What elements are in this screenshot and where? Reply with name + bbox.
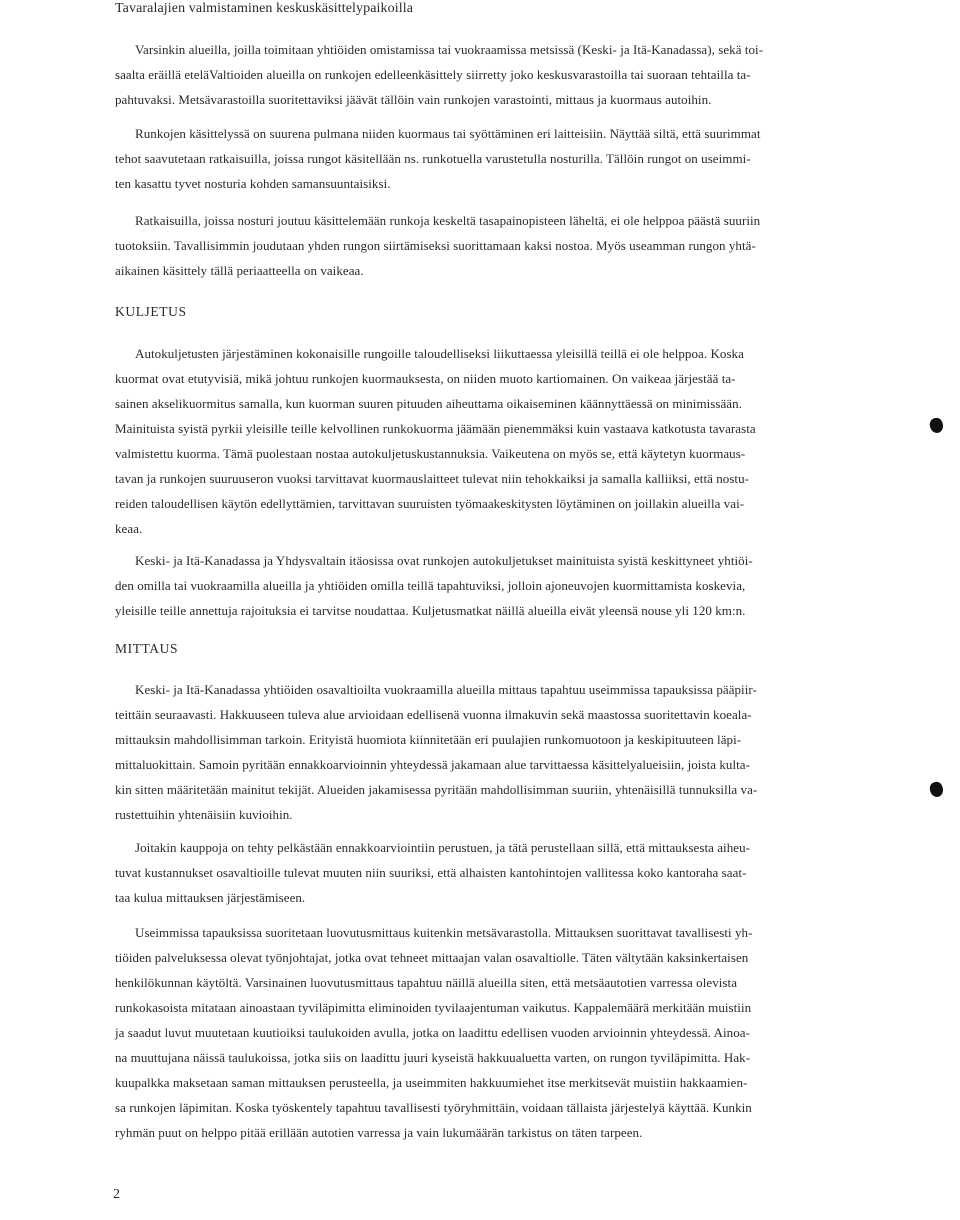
paragraph-line: keaa.: [115, 521, 143, 536]
paragraph-line: teittäin seuraavasti. Hakkuuseen tuleva alue arvioidaan edellisenä vuonna ilmakuvin sekä maastossa suoritettavin koeala-: [115, 707, 752, 722]
paragraph-line: valmistettu kuorma. Tämä puolestaan nostaa autokuljetuskustannuksia. Vaikeutena on myös se, että käytetyn kuormaus-: [115, 446, 746, 461]
paragraph-line: tavan ja runkojen suuruuseron vuoksi tarvittavat kuormauslaitteet tulevat niin tehokkaiksi ja samalla kalliiksi, että nostu-: [115, 471, 750, 486]
running-head: Tavaralajien valmistaminen keskuskäsittelypaikoilla: [115, 1, 414, 16]
paragraph-5: [115, 548, 845, 623]
paragraph-line: reiden taloudellisen käytön edellyttämien, tarvittavan suuruisten työmaakeskitysten löytäminen on joillakin alueilla vai-: [115, 496, 745, 511]
paragraph-line: kin sitten määritetään mainitut tekijät. Alueiden jakamisessa pyritään mahdollisimman suuriin, yhtenäisillä tunnuksilla va-: [115, 782, 758, 797]
paragraph-8: [115, 920, 845, 1145]
paragraph-line: mittaluokittain. Samoin pyritään ennakkoarvioinnin yhteydessä jakamaan alue tarvittaessa käsittelyalueisiin, joista kulta-: [115, 757, 750, 772]
paragraph-2: [115, 121, 845, 196]
paragraph-line: tuotoksiin. Tavallisimmin joudutaan yhden rungon siirtämiseksi suorittamaan kaksi nostoa. Myös useamman rungon yhtä-: [115, 238, 756, 253]
paragraph-line: Useimmissa tapauksissa suoritetaan luovutusmittaus kuitenkin metsävarastolla. Mittauksen suorittavat tavallisesti yh-: [135, 925, 753, 940]
paragraph-7: [115, 835, 845, 910]
paragraph-3: [115, 208, 845, 283]
paragraph-line: Keski- ja Itä-Kanadassa yhtiöiden osavaltioilta vuokraamilla alueilla mittaus tapahtuu useimmissa tapauksissa pääpiir-: [135, 682, 757, 697]
section-heading-kuljetus: KULJETUS: [115, 304, 187, 319]
paragraph-4: [115, 341, 845, 541]
paragraph-line: mittauksin mahdollisimman tarkoin. Erityistä huomiota kiinnitetään eri puulajien runkomuotoon ja keskipituuteen läpi-: [115, 732, 742, 747]
paragraph-line: aikainen käsittely tällä periaatteella on vaikeaa.: [115, 263, 364, 278]
paragraph-line: tiöiden palveluksessa olevat työnjohtajat, jotka ovat tehneet mittaajan valan osavaltiolle. Täten vältytään kaksinkertaisen: [115, 950, 749, 965]
paragraph-line: sainen akselikuormitus samalla, kun kuorman suuren pituuden aiheuttama oikaiseminen käännyttäessä on minimissään.: [115, 396, 742, 411]
paragraph-line: henkilökunnan käytöltä. Varsinainen luovutusmittaus tapahtuu näillä alueilla siten, että metsäautotien varressa olevista: [115, 975, 738, 990]
paragraph-line: kuormat ovat etutyvisiä, mikä johtuu runkojen kuormauksesta, on niiden muoto kartiomainen. On vaikeaa järjestää ta-: [115, 371, 736, 386]
page-number: 2: [113, 1187, 120, 1202]
paragraph-line: tuvat kustannukset osavaltioille tulevat muuten niin suuriksi, että alhaisten kantohintojen vallitessa koko kantoraha saat-: [115, 865, 747, 880]
paragraph-line: saalta eräillä eteläValtioiden alueilla on runkojen edelleenkäsittely siirretty joko keskusvarastoilla tai suoraan tehtailla ta-: [115, 67, 751, 82]
paragraph-line: rustettuihin yhtenäisiin kuvioihin.: [115, 807, 293, 822]
paragraph-line: Keski- ja Itä-Kanadassa ja Yhdysvaltain itäosissa ovat runkojen autokuljetukset mainituista syistä keskittyneet yhtiöi-: [135, 553, 753, 568]
paragraph-line: taa kulua mittauksen järjestämiseen.: [115, 890, 306, 905]
punch-hole-mark-lower: [928, 780, 945, 799]
paragraph-line: tehot saavutetaan ratkaisuilla, joissa rungot käsitellään ns. runkotuella varustetulla nosturilla. Tällöin rungot on useimmi-: [115, 151, 751, 166]
section-heading-mittaus: MITTAUS: [115, 641, 179, 656]
paragraph-line: Varsinkin alueilla, joilla toimitaan yhtiöiden omistamissa tai vuokraamissa metsissä (Keski- ja Itä-Kanadassa), sekä toi-: [135, 42, 764, 57]
paragraph-6: [115, 677, 845, 827]
paragraph-line: Mainituista syistä pyrkii yleisille teille kelvollinen runkokuorma jäämään pienemmäksi kuin vastaava katkotusta tavarasta: [115, 421, 756, 436]
paragraph-line: Autokuljetusten järjestäminen kokonaisille rungoille taloudelliseksi liikuttaessa yleisillä teillä ei ole helppoa. Koska: [135, 346, 744, 361]
paragraph-line: ten kasattu tyvet nosturia kohden samansuuntaisiksi.: [115, 176, 391, 191]
paragraph-line: runkokasoista mitataan ainoastaan tyviläpimitta eliminoiden tyvilaajentuman vaikutus. Kappalemäärä merkitään muistiin: [115, 1000, 752, 1015]
paragraph-line: Joitakin kauppoja on tehty pelkästään ennakkoarviointiin perustuen, ja tätä perustellaan sillä, että mittauksesta aiheu-: [135, 840, 751, 855]
paragraph-line: den omilla tai vuokraamilla alueilla ja yhtiöiden omilla teillä tapahtuviksi, jolloin ajoneuvojen kuormittamista koskevia,: [115, 578, 746, 593]
paragraph-1: [115, 37, 845, 112]
paragraph-line: Runkojen käsittelyssä on suurena pulmana niiden kuormaus tai syöttäminen eri laitteisiin. Näyttää siltä, että suurimmat: [135, 126, 761, 141]
paragraph-line: kuupalkka maksetaan saman mittauksen perusteella, ja useimmiten hakkuumiehet itse merkitsevät muistiin hakkaamien-: [115, 1075, 748, 1090]
paragraph-line: yleisille teille annettuja rajoituksia ei tarvitse noudattaa. Kuljetusmatkat näillä alueilla eivät yleensä nouse yli 120 km:n.: [115, 603, 746, 618]
paragraph-line: ryhmän puut on helppo pitää erillään autotien varressa ja vain lukumäärän tarkistus on täten tarpeen.: [115, 1125, 643, 1140]
paragraph-line: Ratkaisuilla, joissa nosturi joutuu käsittelemään runkoja keskeltä tasapainopisteen läheltä, ei ole helppoa päästä suuriin: [135, 213, 761, 228]
paragraph-line: pahtuvaksi. Metsävarastoilla suoritettaviksi jäävät tällöin vain runkojen varastointi, mittaus ja kuormaus autoihin.: [115, 92, 712, 107]
punch-hole-mark-upper: [928, 416, 945, 435]
paragraph-line: sa runkojen läpimitan. Koska työskentely tapahtuu tavallisesti työryhmittäin, voidaan tällaista järjestelyä käyttää. Kunkin: [115, 1100, 752, 1115]
paragraph-line: na muuttujana näissä taulukoissa, jotka siis on laadittu juuri kyseistä hakkuualuetta varten, on rungon tyviläpimitta. Hak-: [115, 1050, 751, 1065]
paragraph-line: ja saadut luvut muutetaan kuutioiksi taulukoiden avulla, jotka on laadittu edellisen vuoden arvioinnin yhteydessä. Ainoa-: [115, 1025, 750, 1040]
